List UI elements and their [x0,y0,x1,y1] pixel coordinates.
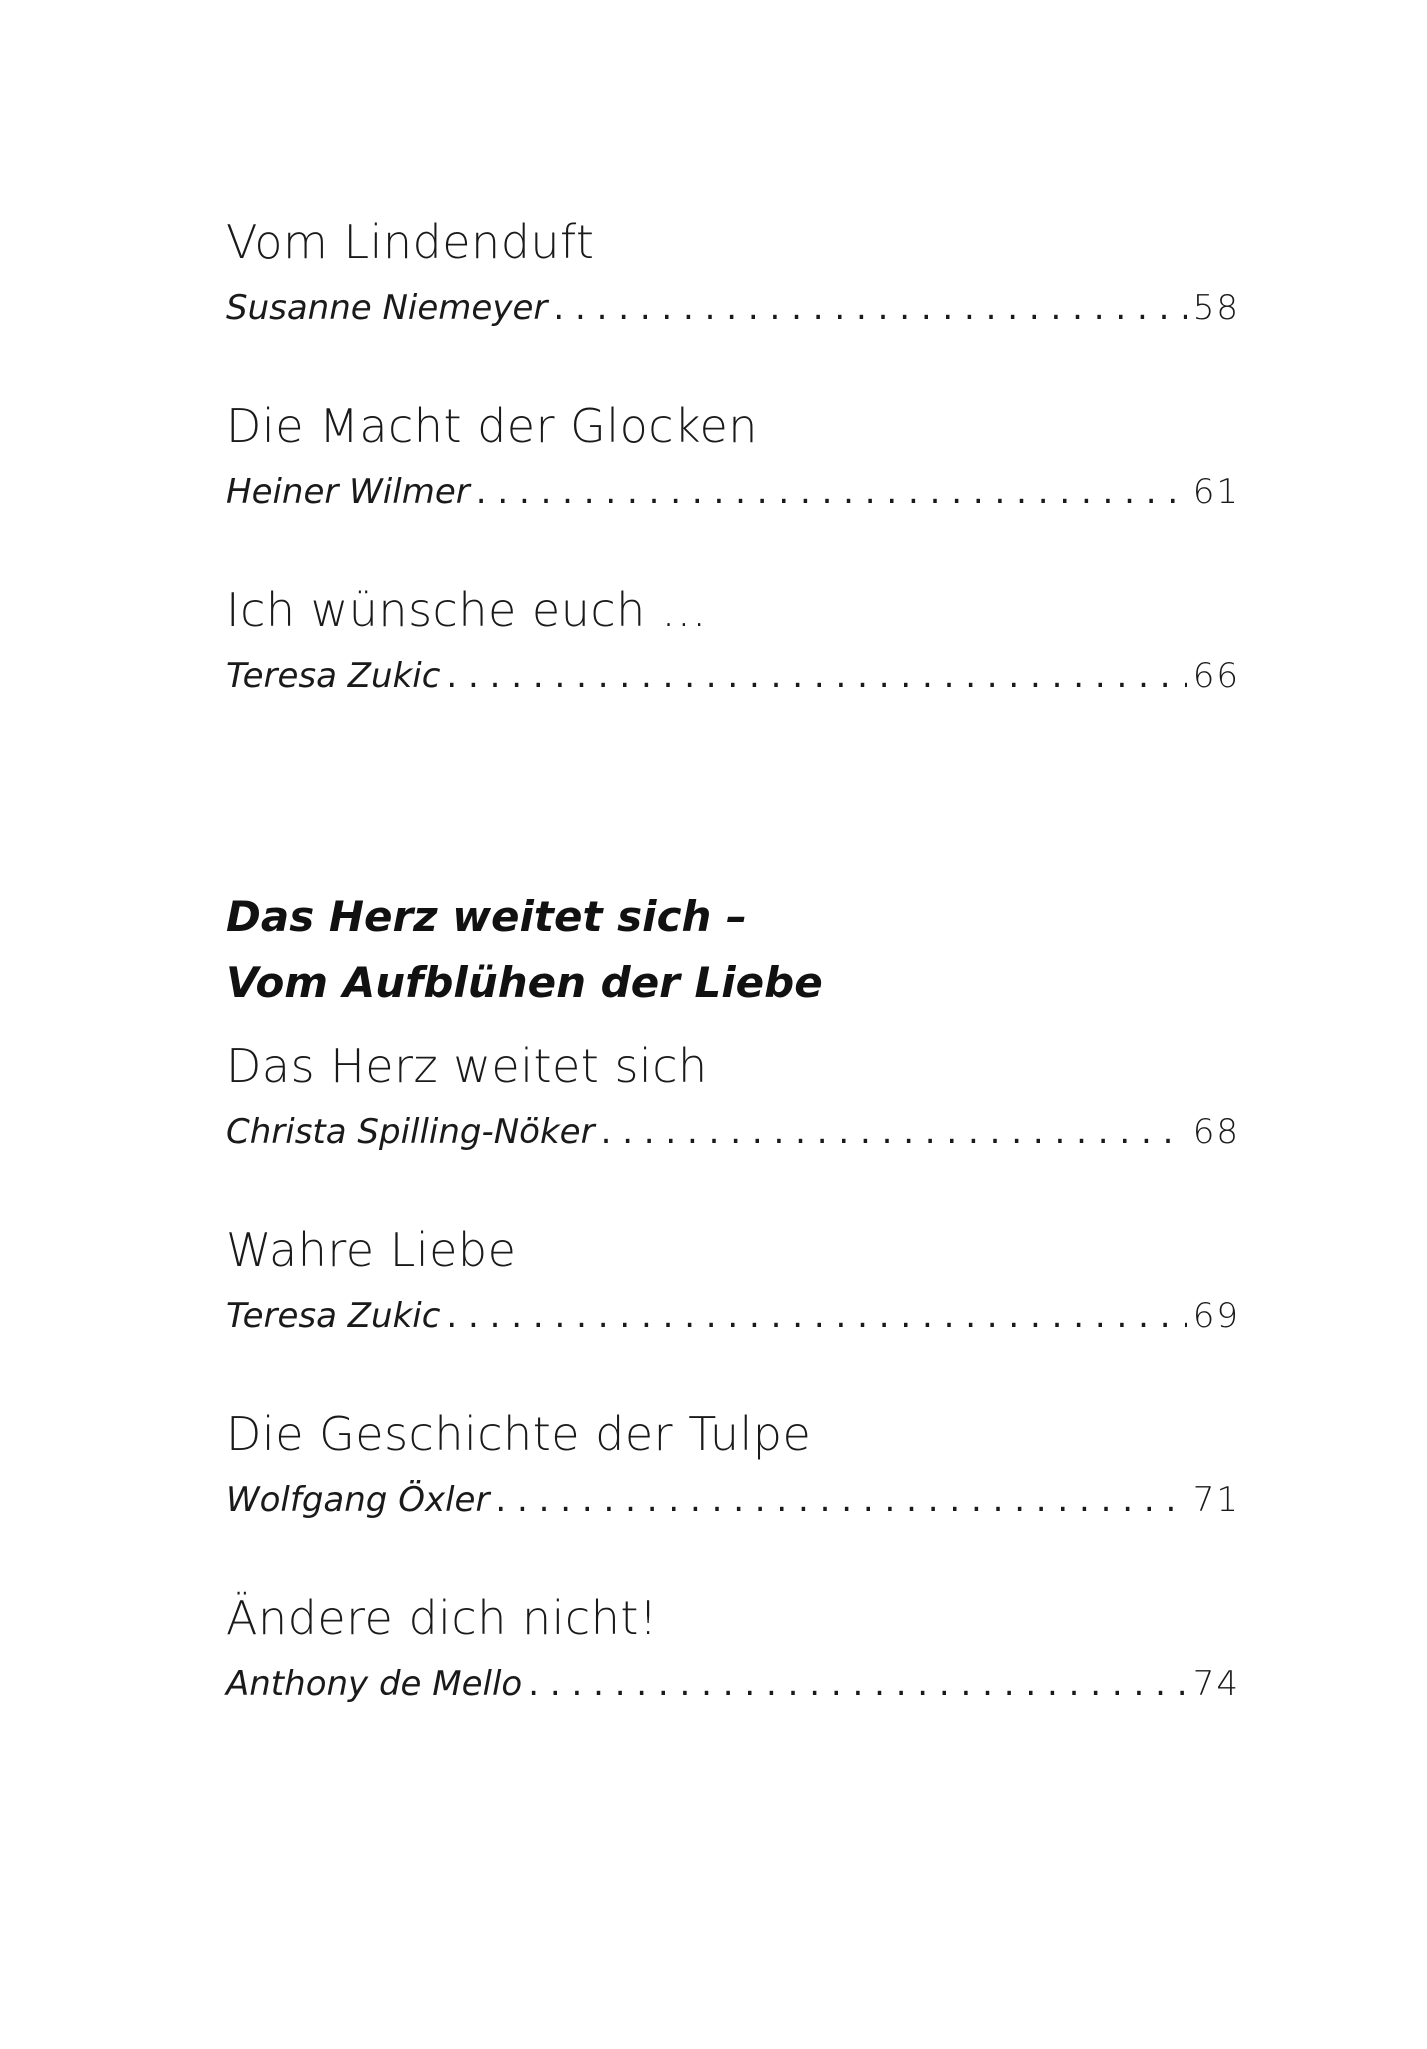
entry-line [226,654,1240,698]
entry-line [226,470,1240,514]
section-heading [226,884,823,1016]
entry-author: Anthony de Mello [226,1664,523,1704]
dot-leader [446,654,1186,698]
section-heading-line-2: Vom Aufblühen der Liebe [226,958,823,1007]
toc-entry [226,1038,1240,1154]
entry-author: Wolfgang Öxler [226,1480,490,1520]
dot-leader [528,1662,1187,1706]
entry-title: Die Geschichte der Tulpe [226,1407,812,1461]
dot-leader [601,1110,1187,1154]
entry-line [226,1294,1240,1338]
entry-page-number: 74 [1192,1664,1240,1704]
entry-title: Ändere dich nicht! [226,1591,658,1645]
dot-leader [446,1294,1186,1338]
entry-line [226,1662,1240,1706]
entry-author: Teresa Zukic [226,1296,441,1336]
entry-page-number: 61 [1192,472,1240,512]
toc-entry [226,582,1240,698]
dot-leader [476,470,1187,514]
toc-entry [226,398,1240,514]
entry-page-number: 71 [1192,1480,1240,1520]
table-of-contents-page [226,0,1240,2049]
dot-leader [495,1478,1186,1522]
entry-title: Vom Lindenduft [226,215,595,269]
entry-line [226,1478,1240,1522]
entry-page-number: 58 [1192,288,1240,328]
entry-title: Die Macht der Glocken [226,399,758,453]
dot-leader [553,286,1186,330]
toc-entry [226,1222,1240,1338]
toc-entry [226,1590,1240,1706]
entry-author: Susanne Niemeyer [226,288,548,328]
section-heading-line-1: Das Herz weitet sich – [226,892,748,941]
entry-author: Heiner Wilmer [226,472,470,512]
entry-page-number: 69 [1192,1296,1240,1336]
entry-title: Das Herz weitet sich [226,1039,708,1093]
entry-line [226,1110,1240,1154]
entry-page-number: 68 [1192,1112,1240,1152]
entry-title: Ich wünsche euch … [226,583,708,637]
toc-entry [226,1406,1240,1522]
toc-entry [226,214,1240,330]
entry-author: Teresa Zukic [226,656,441,696]
entry-author: Christa Spilling-Nöker [226,1112,595,1152]
entry-title: Wahre Liebe [226,1223,517,1277]
entry-page-number: 66 [1192,656,1240,696]
entry-line [226,286,1240,330]
